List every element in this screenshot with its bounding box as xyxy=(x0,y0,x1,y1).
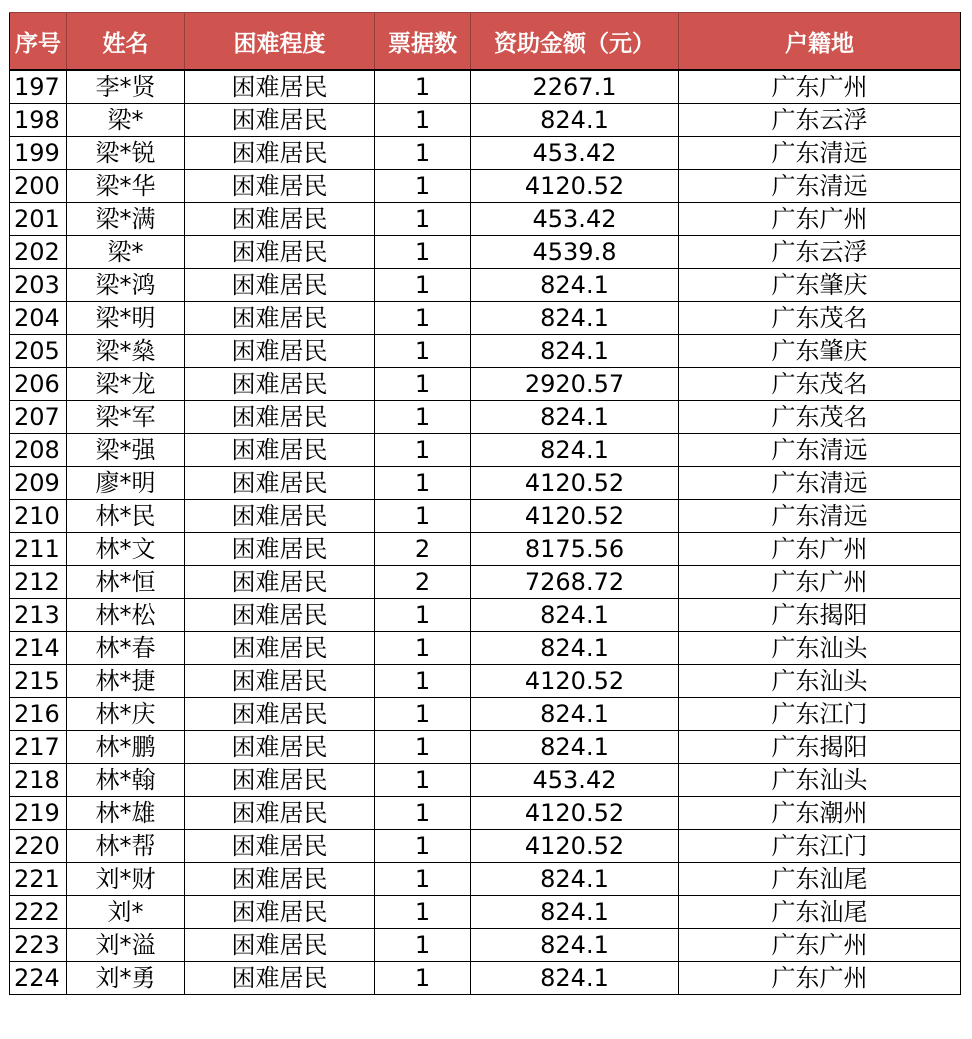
table-row xyxy=(10,830,961,863)
serial-number-cell: 198 xyxy=(10,104,67,137)
table-row xyxy=(10,368,961,401)
aid-amount-cell: 4120.52 xyxy=(471,467,679,500)
table-row xyxy=(10,434,961,467)
hardship-level-cell: 困难居民 xyxy=(185,500,375,533)
serial-number-cell: 223 xyxy=(10,929,67,962)
receipt-count-cell: 1 xyxy=(375,731,471,764)
name-cell: 刘*勇 xyxy=(67,962,185,995)
table-row xyxy=(10,962,961,995)
serial-number-cell: 222 xyxy=(10,896,67,929)
name-cell: 梁*燊 xyxy=(67,335,185,368)
aid-amount-cell: 2267.1 xyxy=(471,70,679,104)
aid-amount-cell: 824.1 xyxy=(471,335,679,368)
aid-amount-cell: 824.1 xyxy=(471,302,679,335)
name-cell: 林*捷 xyxy=(67,665,185,698)
household-origin-cell: 广东汕头 xyxy=(679,665,961,698)
name-cell: 梁*锐 xyxy=(67,137,185,170)
aid-amount-cell: 824.1 xyxy=(471,863,679,896)
receipt-count-cell: 1 xyxy=(375,335,471,368)
serial-number-cell: 215 xyxy=(10,665,67,698)
hardship-level-cell: 困难居民 xyxy=(185,302,375,335)
household-origin-cell: 广东茂名 xyxy=(679,302,961,335)
serial-number-cell: 212 xyxy=(10,566,67,599)
receipt-count-cell: 1 xyxy=(375,434,471,467)
aid-amount-cell: 824.1 xyxy=(471,896,679,929)
table-row xyxy=(10,269,961,302)
hardship-level-cell: 困难居民 xyxy=(185,797,375,830)
name-cell: 林*恒 xyxy=(67,566,185,599)
aid-amount-cell: 453.42 xyxy=(471,764,679,797)
name-cell: 刘*财 xyxy=(67,863,185,896)
receipt-count-cell: 1 xyxy=(375,203,471,236)
household-origin-cell: 广东揭阳 xyxy=(679,731,961,764)
hardship-level-cell: 困难居民 xyxy=(185,236,375,269)
serial-number-cell: 204 xyxy=(10,302,67,335)
receipt-count-cell: 1 xyxy=(375,269,471,302)
header-row xyxy=(10,13,961,71)
serial-number-cell: 197 xyxy=(10,70,67,104)
receipt-count-cell: 1 xyxy=(375,70,471,104)
aid-amount-cell: 824.1 xyxy=(471,599,679,632)
receipt-count-cell: 1 xyxy=(375,236,471,269)
aid-amount-cell: 8175.56 xyxy=(471,533,679,566)
receipt-count-cell: 1 xyxy=(375,170,471,203)
household-origin-cell: 广东茂名 xyxy=(679,401,961,434)
receipt-count-cell: 1 xyxy=(375,599,471,632)
receipt-count-cell: 2 xyxy=(375,566,471,599)
table-row xyxy=(10,896,961,929)
name-cell: 梁*龙 xyxy=(67,368,185,401)
receipt-count-cell: 1 xyxy=(375,797,471,830)
receipt-count-cell: 1 xyxy=(375,104,471,137)
serial-number-cell: 216 xyxy=(10,698,67,731)
name-cell: 林*松 xyxy=(67,599,185,632)
household-origin-cell: 广东江门 xyxy=(679,698,961,731)
hardship-level-cell: 困难居民 xyxy=(185,632,375,665)
hardship-level-cell: 困难居民 xyxy=(185,665,375,698)
household-origin-cell: 广东广州 xyxy=(679,929,961,962)
receipt-count-cell: 2 xyxy=(375,533,471,566)
name-cell: 林*翰 xyxy=(67,764,185,797)
aid-amount-cell: 4120.52 xyxy=(471,170,679,203)
aid-amount-cell: 4120.52 xyxy=(471,830,679,863)
aid-amount-cell: 824.1 xyxy=(471,731,679,764)
hardship-level-cell: 困难居民 xyxy=(185,368,375,401)
table-row xyxy=(10,599,961,632)
table-row xyxy=(10,302,961,335)
name-cell: 李*贤 xyxy=(67,70,185,104)
receipt-count-cell: 1 xyxy=(375,929,471,962)
serial-number-cell: 208 xyxy=(10,434,67,467)
household-origin-cell: 广东云浮 xyxy=(679,236,961,269)
receipt-count-cell: 1 xyxy=(375,467,471,500)
household-origin-cell: 广东清远 xyxy=(679,137,961,170)
household-origin-cell: 广东肇庆 xyxy=(679,269,961,302)
hardship-level-cell: 困难居民 xyxy=(185,962,375,995)
aid-amount-cell: 453.42 xyxy=(471,203,679,236)
serial-number-cell: 207 xyxy=(10,401,67,434)
table-row xyxy=(10,335,961,368)
serial-number-cell: 211 xyxy=(10,533,67,566)
receipt-count-cell: 1 xyxy=(375,368,471,401)
receipt-count-cell: 1 xyxy=(375,401,471,434)
household-origin-cell: 广东广州 xyxy=(679,566,961,599)
household-origin-cell: 广东清远 xyxy=(679,170,961,203)
serial-number-cell: 203 xyxy=(10,269,67,302)
receipt-count-cell: 1 xyxy=(375,665,471,698)
table-row xyxy=(10,797,961,830)
household-origin-cell: 广东广州 xyxy=(679,962,961,995)
household-origin-cell: 广东云浮 xyxy=(679,104,961,137)
receipt-count-cell: 1 xyxy=(375,830,471,863)
aid-amount-cell: 7268.72 xyxy=(471,566,679,599)
header-receipt-count: 票据数 xyxy=(375,13,471,71)
header-name: 姓名 xyxy=(67,13,185,71)
serial-number-cell: 199 xyxy=(10,137,67,170)
table-row xyxy=(10,203,961,236)
aid-amount-cell: 824.1 xyxy=(471,104,679,137)
aid-amount-cell: 824.1 xyxy=(471,698,679,731)
household-origin-cell: 广东汕头 xyxy=(679,764,961,797)
name-cell: 梁*强 xyxy=(67,434,185,467)
name-cell: 梁* xyxy=(67,236,185,269)
aid-amount-cell: 2920.57 xyxy=(471,368,679,401)
name-cell: 林*庆 xyxy=(67,698,185,731)
household-origin-cell: 广东广州 xyxy=(679,533,961,566)
receipt-count-cell: 1 xyxy=(375,896,471,929)
serial-number-cell: 200 xyxy=(10,170,67,203)
household-origin-cell: 广东广州 xyxy=(679,203,961,236)
name-cell: 林*雄 xyxy=(67,797,185,830)
aid-amount-cell: 824.1 xyxy=(471,269,679,302)
hardship-level-cell: 困难居民 xyxy=(185,467,375,500)
name-cell: 梁*满 xyxy=(67,203,185,236)
table-row xyxy=(10,500,961,533)
name-cell: 梁* xyxy=(67,104,185,137)
table-row xyxy=(10,401,961,434)
aid-amount-cell: 824.1 xyxy=(471,632,679,665)
name-cell: 林*文 xyxy=(67,533,185,566)
household-origin-cell: 广东汕尾 xyxy=(679,896,961,929)
aid-amount-cell: 4120.52 xyxy=(471,500,679,533)
receipt-count-cell: 1 xyxy=(375,764,471,797)
serial-number-cell: 217 xyxy=(10,731,67,764)
serial-number-cell: 213 xyxy=(10,599,67,632)
hardship-level-cell: 困难居民 xyxy=(185,70,375,104)
serial-number-cell: 214 xyxy=(10,632,67,665)
header-hardship-level: 困难程度 xyxy=(185,13,375,71)
name-cell: 廖*明 xyxy=(67,467,185,500)
table-row xyxy=(10,863,961,896)
header-household-origin: 户籍地 xyxy=(679,13,961,71)
table-body xyxy=(10,70,961,995)
hardship-level-cell: 困难居民 xyxy=(185,566,375,599)
name-cell: 刘* xyxy=(67,896,185,929)
name-cell: 梁*明 xyxy=(67,302,185,335)
serial-number-cell: 209 xyxy=(10,467,67,500)
table-row xyxy=(10,764,961,797)
table-row xyxy=(10,70,961,104)
name-cell: 刘*溢 xyxy=(67,929,185,962)
name-cell: 林*春 xyxy=(67,632,185,665)
serial-number-cell: 205 xyxy=(10,335,67,368)
household-origin-cell: 广东清远 xyxy=(679,467,961,500)
hardship-level-cell: 困难居民 xyxy=(185,335,375,368)
receipt-count-cell: 1 xyxy=(375,500,471,533)
name-cell: 林*鹏 xyxy=(67,731,185,764)
household-origin-cell: 广东潮州 xyxy=(679,797,961,830)
hardship-level-cell: 困难居民 xyxy=(185,764,375,797)
household-origin-cell: 广东汕尾 xyxy=(679,863,961,896)
hardship-level-cell: 困难居民 xyxy=(185,698,375,731)
hardship-level-cell: 困难居民 xyxy=(185,863,375,896)
hardship-level-cell: 困难居民 xyxy=(185,599,375,632)
hardship-level-cell: 困难居民 xyxy=(185,269,375,302)
hardship-level-cell: 困难居民 xyxy=(185,731,375,764)
household-origin-cell: 广东揭阳 xyxy=(679,599,961,632)
header-aid-amount: 资助金额（元） xyxy=(471,13,679,71)
household-origin-cell: 广东江门 xyxy=(679,830,961,863)
hardship-level-cell: 困难居民 xyxy=(185,401,375,434)
table-row xyxy=(10,236,961,269)
hardship-level-cell: 困难居民 xyxy=(185,929,375,962)
table-row xyxy=(10,137,961,170)
table-row xyxy=(10,698,961,731)
table-header xyxy=(10,13,961,71)
household-origin-cell: 广东汕头 xyxy=(679,632,961,665)
aid-amount-cell: 824.1 xyxy=(471,962,679,995)
header-serial-number: 序号 xyxy=(10,13,67,71)
name-cell: 梁*鸿 xyxy=(67,269,185,302)
table-row xyxy=(10,104,961,137)
receipt-count-cell: 1 xyxy=(375,632,471,665)
table-row xyxy=(10,467,961,500)
serial-number-cell: 220 xyxy=(10,830,67,863)
receipt-count-cell: 1 xyxy=(375,962,471,995)
hardship-level-cell: 困难居民 xyxy=(185,137,375,170)
table-row xyxy=(10,566,961,599)
household-origin-cell: 广东清远 xyxy=(679,500,961,533)
table-row xyxy=(10,170,961,203)
aid-amount-cell: 4120.52 xyxy=(471,665,679,698)
aid-amount-cell: 824.1 xyxy=(471,401,679,434)
aid-amount-cell: 4539.8 xyxy=(471,236,679,269)
assistance-table xyxy=(9,12,961,995)
household-origin-cell: 广东茂名 xyxy=(679,368,961,401)
name-cell: 林*帮 xyxy=(67,830,185,863)
serial-number-cell: 210 xyxy=(10,500,67,533)
name-cell: 梁*华 xyxy=(67,170,185,203)
hardship-level-cell: 困难居民 xyxy=(185,104,375,137)
household-origin-cell: 广东广州 xyxy=(679,70,961,104)
hardship-level-cell: 困难居民 xyxy=(185,203,375,236)
household-origin-cell: 广东清远 xyxy=(679,434,961,467)
serial-number-cell: 206 xyxy=(10,368,67,401)
serial-number-cell: 202 xyxy=(10,236,67,269)
aid-amount-cell: 824.1 xyxy=(471,434,679,467)
hardship-level-cell: 困难居民 xyxy=(185,830,375,863)
receipt-count-cell: 1 xyxy=(375,302,471,335)
name-cell: 林*民 xyxy=(67,500,185,533)
table-row xyxy=(10,533,961,566)
table-row xyxy=(10,632,961,665)
serial-number-cell: 201 xyxy=(10,203,67,236)
table-row xyxy=(10,731,961,764)
hardship-level-cell: 困难居民 xyxy=(185,896,375,929)
receipt-count-cell: 1 xyxy=(375,698,471,731)
hardship-level-cell: 困难居民 xyxy=(185,170,375,203)
hardship-level-cell: 困难居民 xyxy=(185,434,375,467)
serial-number-cell: 218 xyxy=(10,764,67,797)
name-cell: 梁*军 xyxy=(67,401,185,434)
serial-number-cell: 219 xyxy=(10,797,67,830)
aid-amount-cell: 4120.52 xyxy=(471,797,679,830)
receipt-count-cell: 1 xyxy=(375,137,471,170)
serial-number-cell: 221 xyxy=(10,863,67,896)
aid-amount-cell: 453.42 xyxy=(471,137,679,170)
aid-amount-cell: 824.1 xyxy=(471,929,679,962)
serial-number-cell: 224 xyxy=(10,962,67,995)
hardship-level-cell: 困难居民 xyxy=(185,533,375,566)
receipt-count-cell: 1 xyxy=(375,863,471,896)
table-row xyxy=(10,665,961,698)
table-row xyxy=(10,929,961,962)
household-origin-cell: 广东肇庆 xyxy=(679,335,961,368)
